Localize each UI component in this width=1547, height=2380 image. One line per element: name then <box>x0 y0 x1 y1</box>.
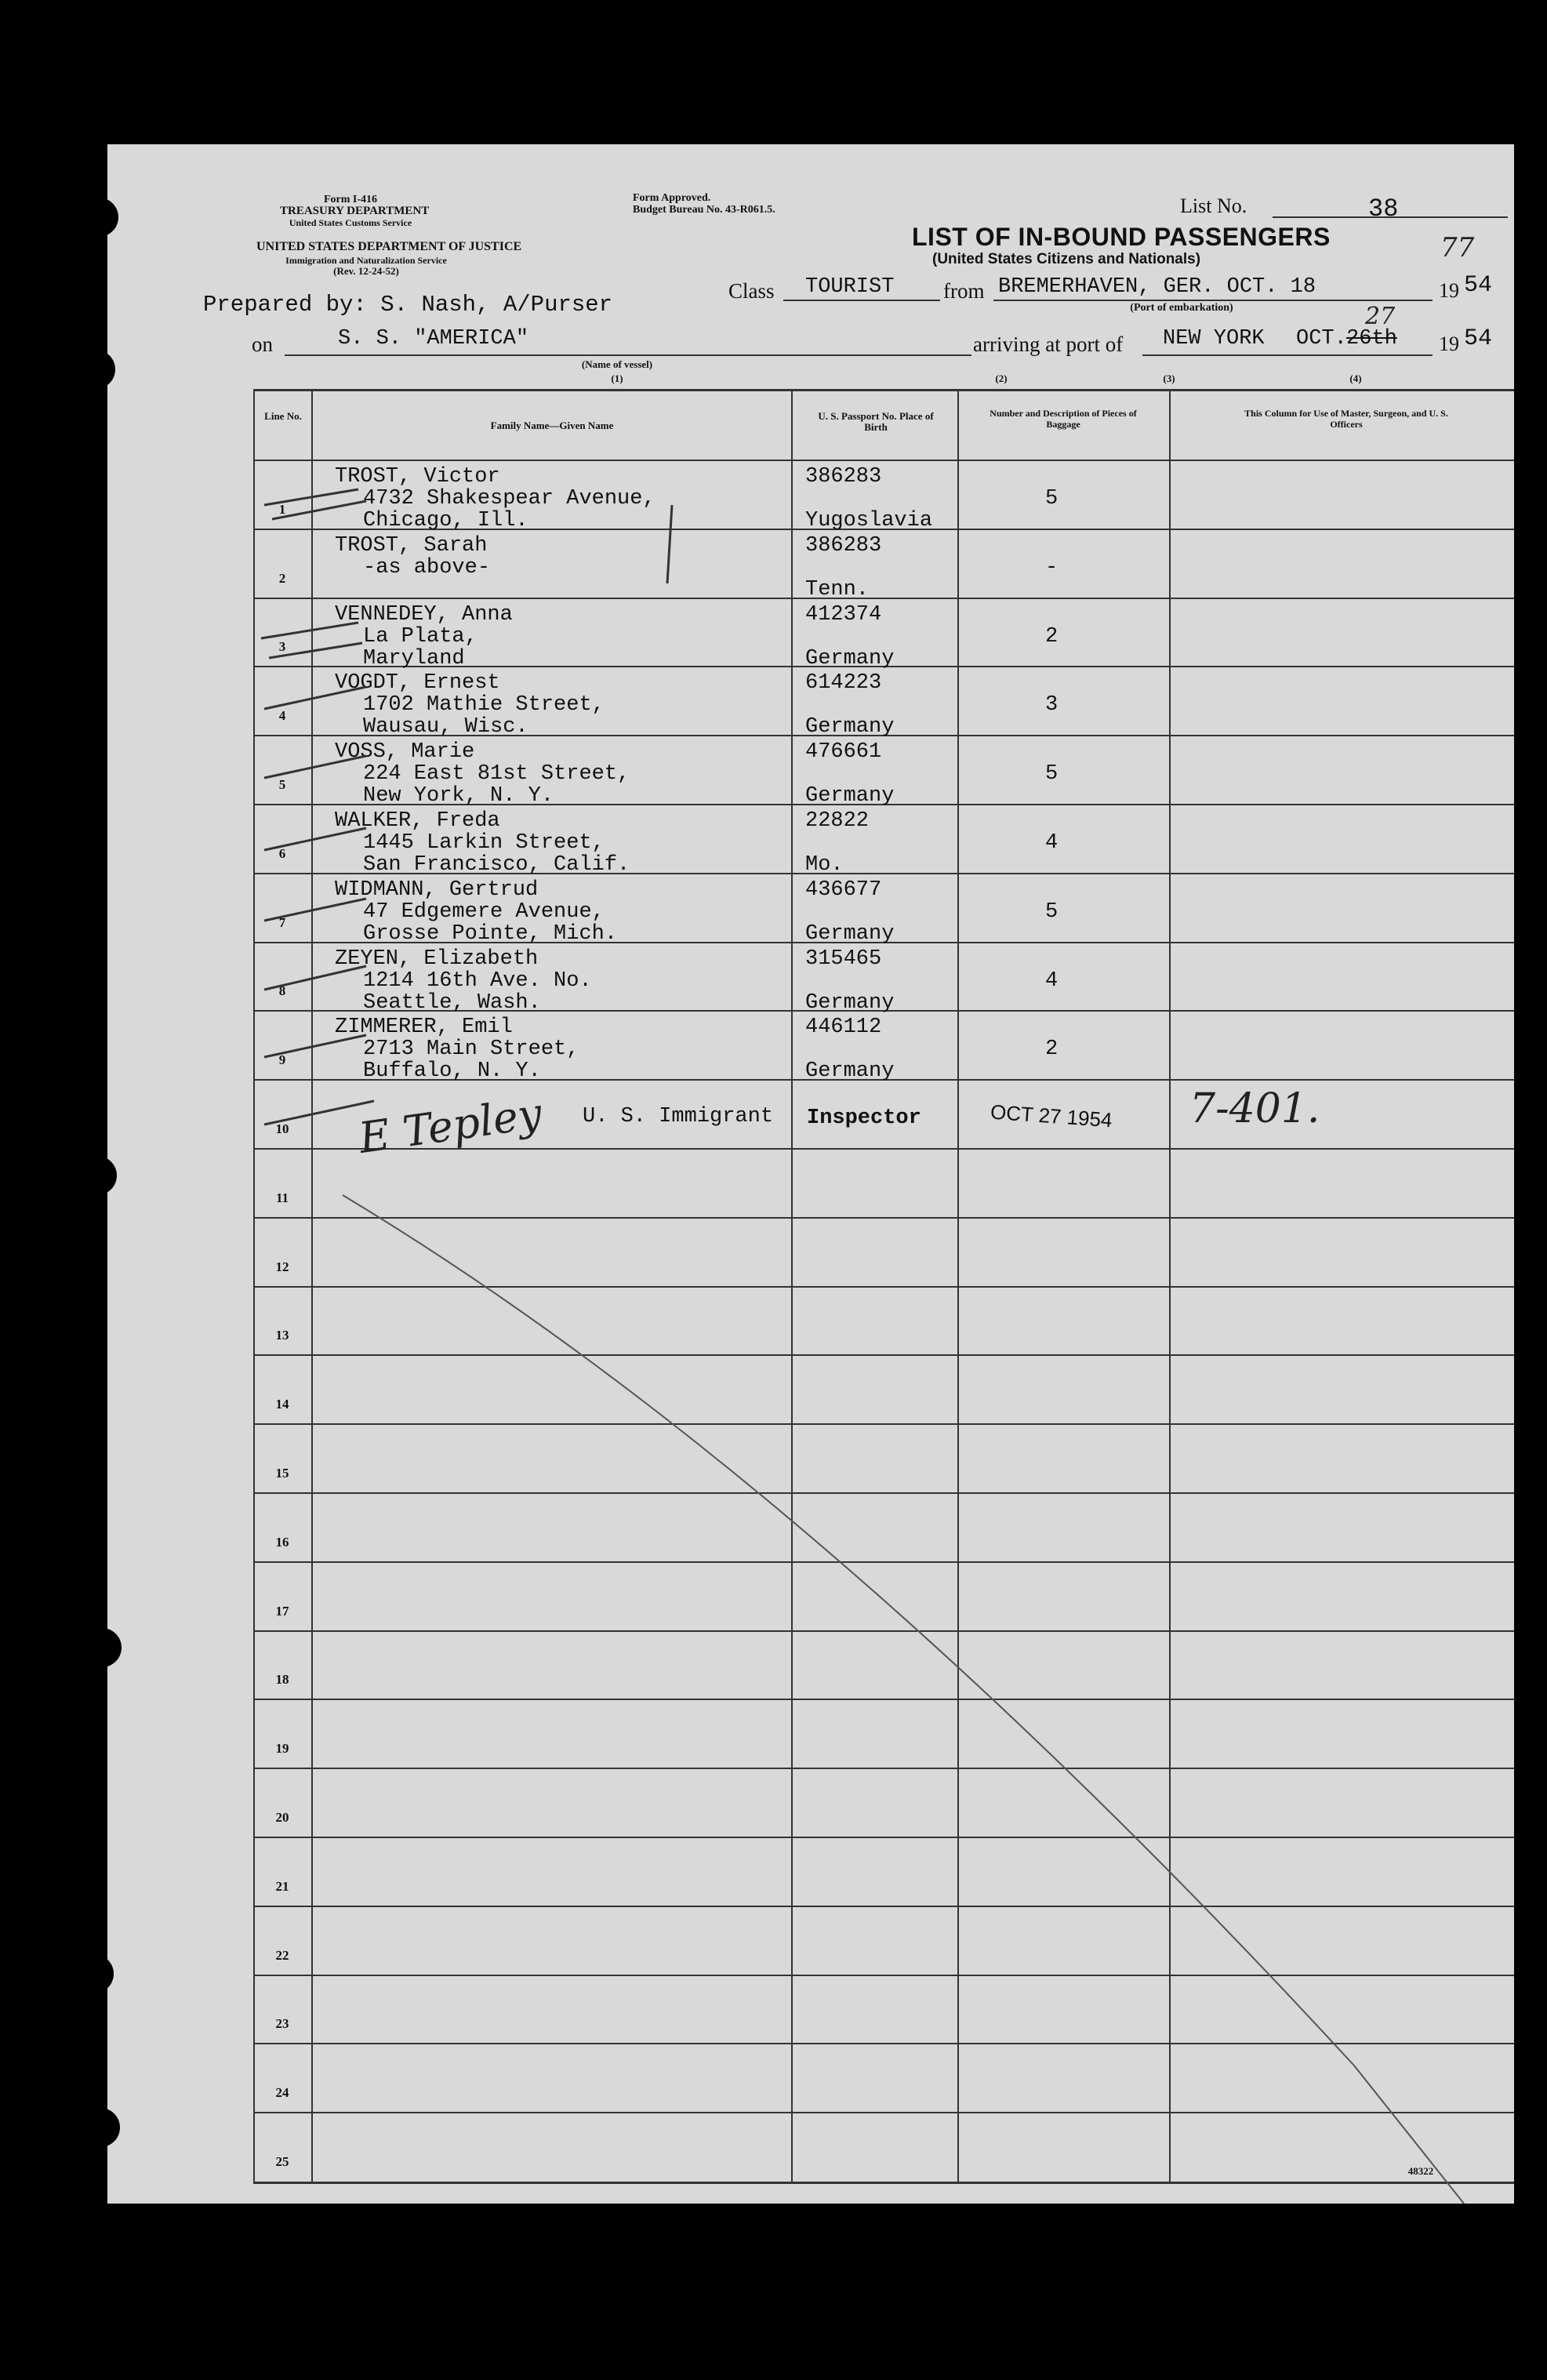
passenger-city: Seattle, Wash. <box>363 991 541 1015</box>
place-of-birth: Yugoslavia <box>805 509 933 532</box>
line-number: 3 <box>278 639 286 654</box>
ins-service: Immigration and Naturalization Service <box>285 255 447 266</box>
arriving-label: arriving at port of <box>973 332 1124 356</box>
place-of-birth: Germany <box>805 647 895 670</box>
from-label: from <box>943 279 985 303</box>
place-of-birth: Germany <box>805 715 895 739</box>
justice-department: UNITED STATES DEPARTMENT OF JUSTICE <box>256 240 522 253</box>
list-no-label: List No. <box>1180 194 1247 217</box>
line-number: 7 <box>278 915 286 930</box>
passenger-address: 2713 Main Street, <box>363 1037 579 1061</box>
passport-number: 315465 <box>805 947 882 971</box>
passenger-name: VENNEDEY, Anna <box>335 603 513 627</box>
form-title: LIST OF IN-BOUND PASSENGERS <box>912 223 1331 251</box>
column-number-1: (1) <box>611 372 623 384</box>
baggage-count: 2 <box>1045 1037 1059 1061</box>
baggage-count: 5 <box>1045 900 1059 924</box>
passport-number: 386283 <box>805 534 882 558</box>
passenger-name: VOGDT, Ernest <box>335 671 500 695</box>
passenger-address: 224 East 81st Street, <box>363 762 630 786</box>
place-of-birth: Tenn. <box>805 578 870 601</box>
inspector-label: U. S. Immigrant <box>583 1105 774 1128</box>
customs-service: United States Customs Service <box>289 217 412 228</box>
passenger-city: Grosse Pointe, Mich. <box>363 922 618 946</box>
column-number-4: (4) <box>1349 372 1362 384</box>
col-header-passport: U. S. Passport No. Place of Birth <box>818 410 934 433</box>
passenger-name: WIDMANN, Gertrud <box>335 878 539 902</box>
baggage-count: - <box>1045 556 1059 580</box>
vessel-name: S. S. "AMERICA" <box>338 327 529 351</box>
passenger-address: La Plata, <box>363 625 478 649</box>
passenger-address: -as above- <box>363 556 491 580</box>
line-number: 25 <box>275 2154 289 2169</box>
line-number: 24 <box>275 2085 289 2100</box>
passenger-city: San Francisco, Calif. <box>363 853 630 877</box>
passport-number: 412374 <box>805 603 882 627</box>
line-number: 15 <box>275 1466 289 1481</box>
handwritten-check-marks <box>107 144 1514 2204</box>
baggage-count: 4 <box>1045 831 1059 855</box>
line-number: 13 <box>275 1328 289 1343</box>
revision-date: (Rev. 12-24-52) <box>333 265 399 277</box>
passenger-address: 4732 Shakespear Avenue, <box>363 487 655 511</box>
passenger-address: 1445 Larkin Street, <box>363 831 605 855</box>
year-prefix-1: 19 <box>1439 279 1459 302</box>
line-number: 22 <box>275 1948 289 1963</box>
passport-number: 22822 <box>805 809 870 833</box>
place-of-birth: Germany <box>805 1059 895 1083</box>
year-1: 54 <box>1464 272 1493 299</box>
prepared-by: Prepared by: S. Nash, A/Purser <box>203 292 613 318</box>
passenger-address: 1702 Mathie Street, <box>363 693 605 717</box>
baggage-count: 4 <box>1045 969 1059 993</box>
passenger-name: VOSS, Marie <box>335 740 475 764</box>
line-number: 5 <box>278 777 286 792</box>
form-code: 48322 <box>1407 2165 1434 2177</box>
line-number: 14 <box>275 1397 289 1412</box>
on-label: on <box>252 332 273 356</box>
port-embarkation-caption: (Port of embarkation) <box>1130 302 1233 314</box>
line-number: 16 <box>275 1535 289 1550</box>
form-approved: Form Approved. <box>633 192 711 204</box>
passenger-name: ZEYEN, Elizabeth <box>335 947 539 971</box>
arrival-day-corrected: 27 <box>1365 303 1396 330</box>
arrival-port: NEW YORK <box>1163 327 1265 351</box>
line-number: 6 <box>278 846 286 861</box>
baggage-count: 3 <box>1045 693 1059 717</box>
column-number-3: (3) <box>1163 372 1175 384</box>
year-prefix-2: 19 <box>1439 332 1459 355</box>
passport-number: 476661 <box>805 740 882 764</box>
inspection-date-stamp: OCT 27 1954 <box>990 1099 1113 1132</box>
inspector-label-2: Inspector <box>807 1106 921 1130</box>
budget-bureau-number: Budget Bureau No. 43-R061.5. <box>633 204 775 216</box>
line-number: 20 <box>275 1810 289 1825</box>
passenger-city: Wausau, Wisc. <box>363 715 528 739</box>
line-number: 9 <box>278 1052 286 1067</box>
line-number: 8 <box>278 983 286 998</box>
col-header-name: Family Name—Given Name <box>490 420 614 431</box>
arrival-month: OCT. <box>1296 327 1347 351</box>
passenger-name: ZIMMERER, Emil <box>335 1016 513 1039</box>
passenger-address: 1214 16th Ave. No. <box>363 969 592 993</box>
passenger-name: TROST, Sarah <box>335 534 488 558</box>
passenger-city: Buffalo, N. Y. <box>363 1059 541 1083</box>
place-of-birth: Germany <box>805 784 895 808</box>
line-number: 1 <box>278 502 286 517</box>
line-number: 17 <box>275 1604 289 1619</box>
class-value: TOURIST <box>805 275 895 299</box>
inspector-signature: E Tepley <box>355 1088 545 1164</box>
passenger-name: TROST, Victor <box>335 465 500 489</box>
line-number: 11 <box>275 1190 289 1205</box>
passport-number: 614223 <box>805 671 882 695</box>
passenger-name: WALKER, Freda <box>335 809 500 833</box>
place-of-birth: Mo. <box>805 853 844 877</box>
line-number: 19 <box>275 1741 289 1756</box>
passport-number: 386283 <box>805 465 882 489</box>
passenger-city: Chicago, Ill. <box>363 509 528 532</box>
baggage-count: 2 <box>1045 625 1059 649</box>
col-header-officer: This Column for Use of Master, Surgeon, and U. S. Officers <box>1244 408 1448 430</box>
line-number: 10 <box>275 1121 289 1136</box>
year-2: 54 <box>1464 325 1493 352</box>
officer-mark: 7-401. <box>1189 1085 1320 1132</box>
page-mark: 77 <box>1440 232 1475 263</box>
line-number: 21 <box>275 1879 289 1894</box>
baggage-count: 5 <box>1045 762 1059 786</box>
place-of-birth: Germany <box>805 922 895 946</box>
passenger-address: 47 Edgemere Avenue, <box>363 900 605 924</box>
col-header-line-no: Line No. <box>264 410 302 422</box>
vessel-caption: (Name of vessel) <box>581 358 653 370</box>
form-number: Form I-416 <box>323 194 378 205</box>
arrival-day-struck: 26th <box>1346 327 1397 351</box>
baggage-count: 5 <box>1045 487 1059 511</box>
line-number: 4 <box>278 708 286 723</box>
column-number-2: (2) <box>995 372 1008 384</box>
list-number: 38 <box>1368 194 1399 223</box>
col-header-baggage: Number and Description of Pieces of Baggage <box>990 408 1137 430</box>
passenger-city: New York, N. Y. <box>363 784 554 808</box>
document-sheet <box>107 144 1514 2204</box>
embarkation-port-date: BREMERHAVEN, GER. OCT. 18 <box>998 275 1316 299</box>
line-number: 18 <box>275 1672 289 1687</box>
class-label: Class <box>728 279 775 303</box>
passport-number: 446112 <box>805 1016 882 1039</box>
line-number: 12 <box>275 1259 289 1274</box>
passenger-city: Maryland <box>363 647 465 670</box>
form-subtitle: (United States Citizens and Nationals) <box>932 251 1201 267</box>
place-of-birth: Germany <box>805 991 895 1015</box>
treasury-department: TREASURY DEPARTMENT <box>280 205 430 217</box>
line-number: 2 <box>278 571 286 586</box>
passport-number: 436677 <box>805 878 882 902</box>
line-number: 23 <box>275 2016 289 2031</box>
